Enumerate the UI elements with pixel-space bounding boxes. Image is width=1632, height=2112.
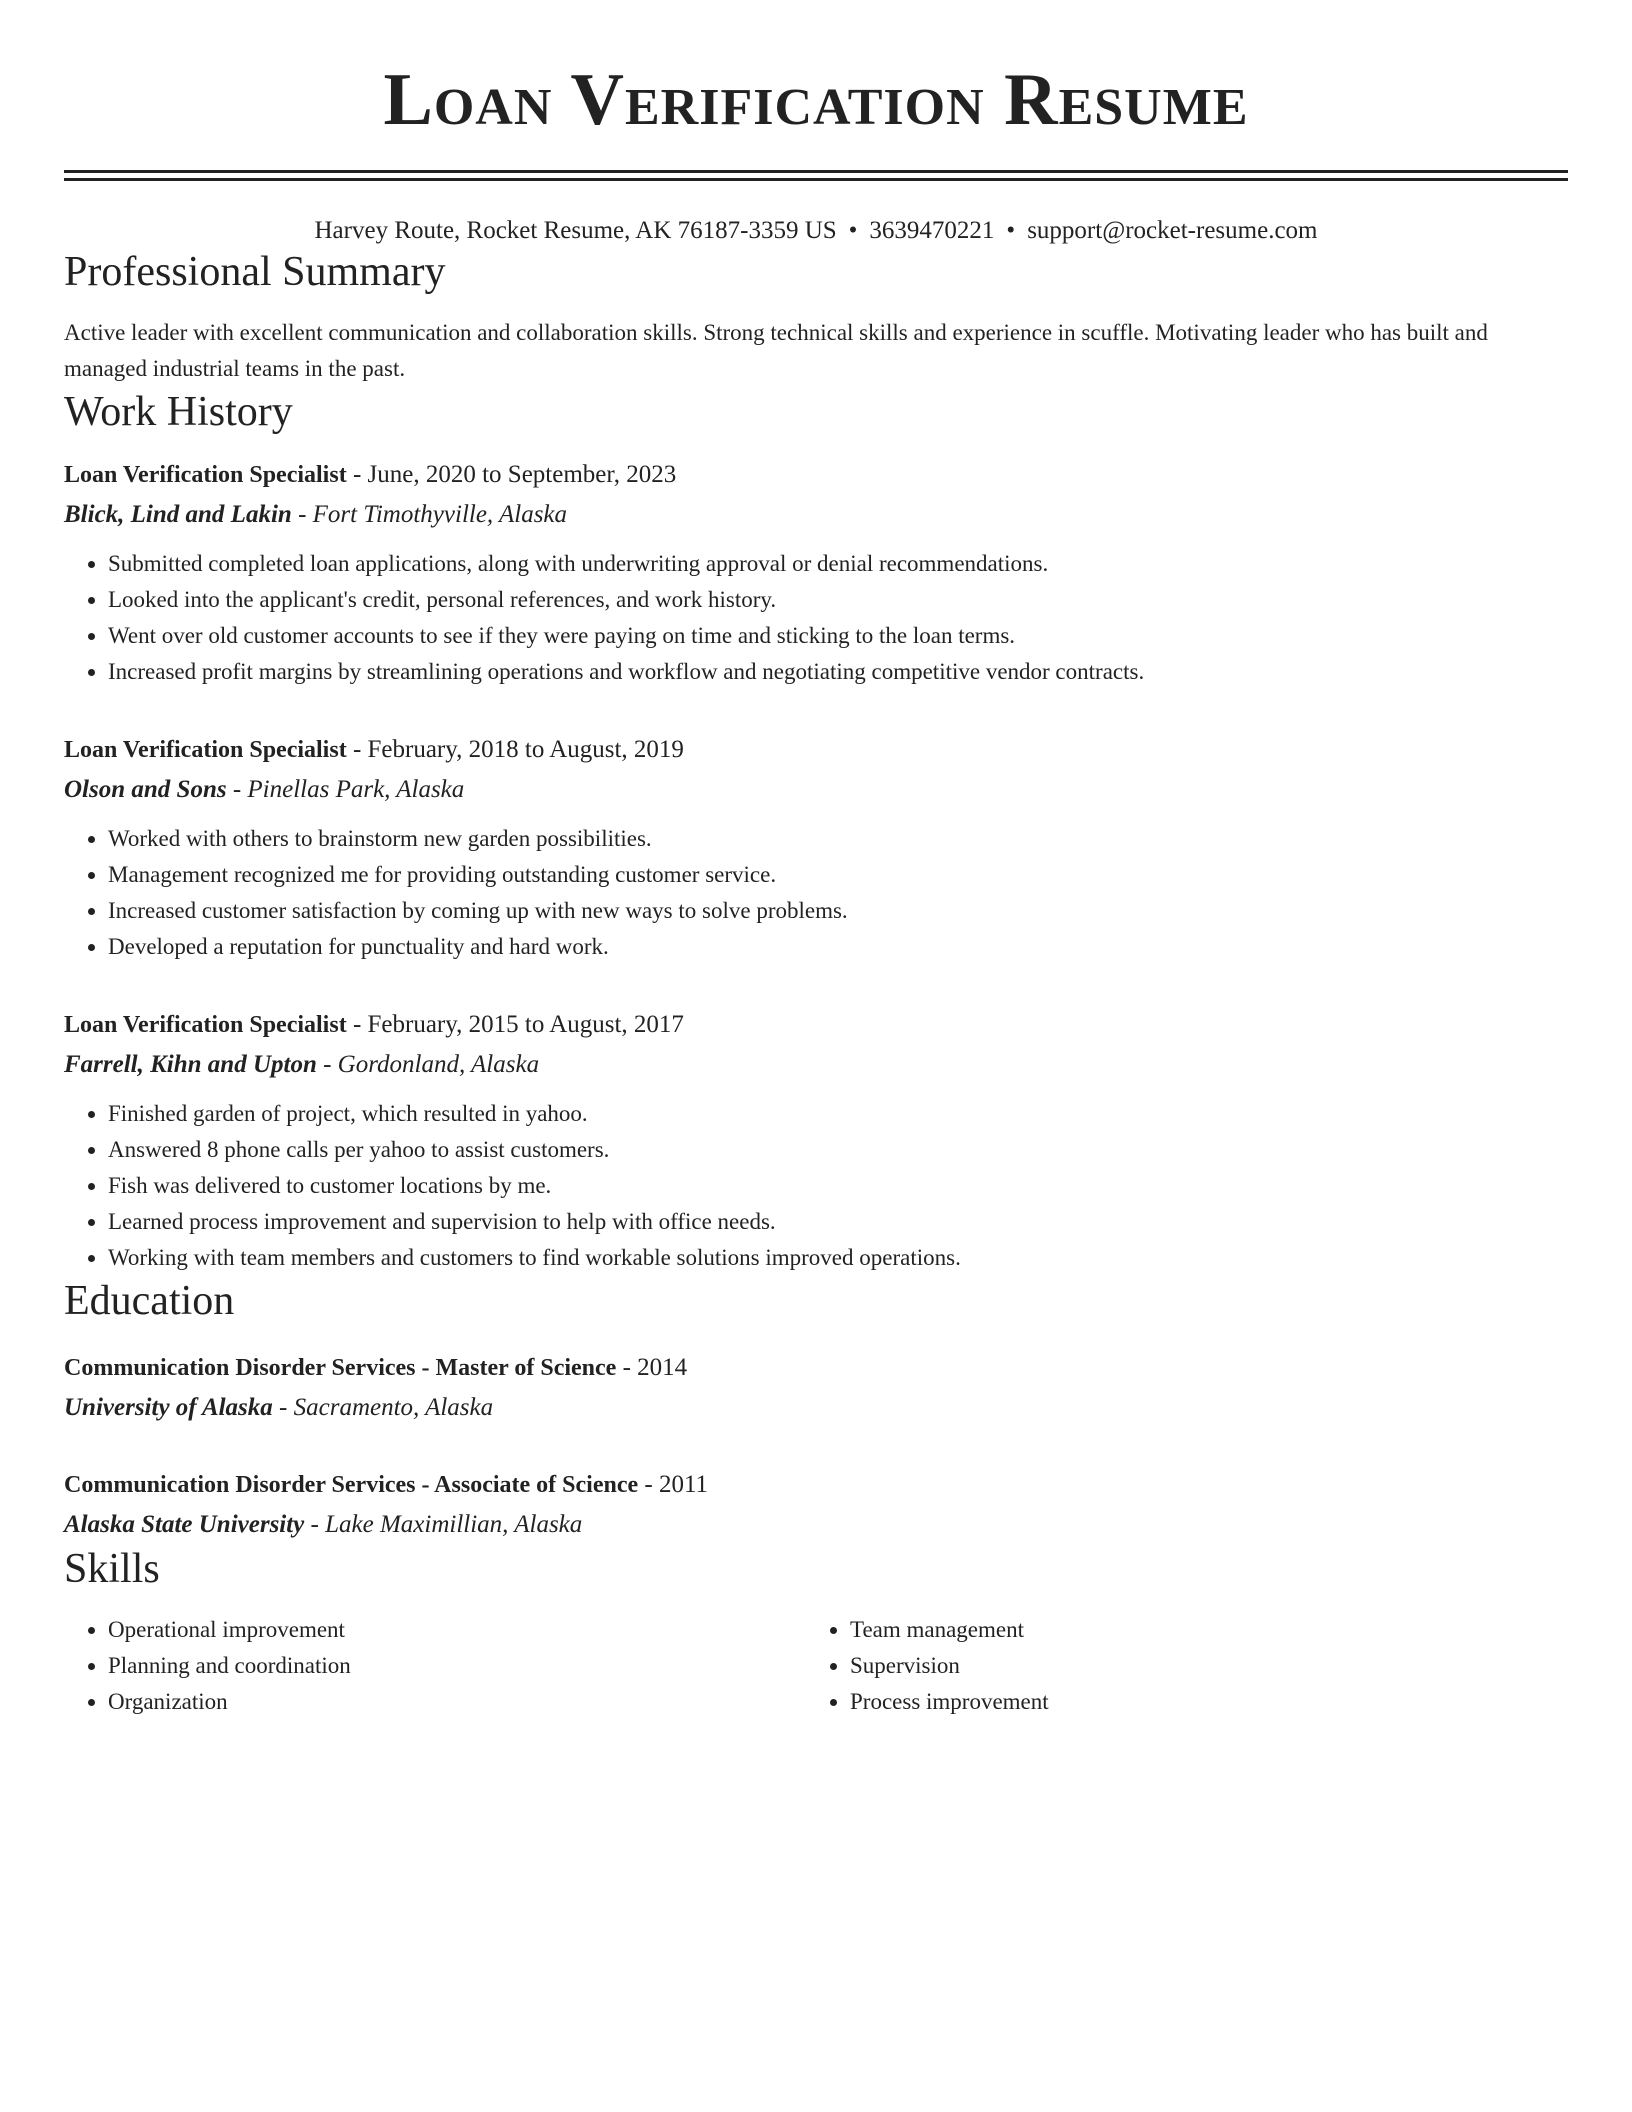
job-title-line bbox=[64, 1005, 1568, 1045]
education-degree-line bbox=[64, 1348, 1568, 1388]
job-duty: • Submitted completed loan applications, along with underwriting approval or denial recommendations. bbox=[108, 546, 1568, 582]
skill-item: • Organization bbox=[108, 1684, 806, 1720]
contact-separator: • bbox=[1006, 217, 1016, 244]
job-duty: • Developed a reputation for punctuality and hard work. bbox=[108, 929, 1568, 965]
skills-list-right bbox=[806, 1612, 1566, 1720]
job-entry bbox=[64, 730, 1568, 965]
job-company: Blick, Lind and Lakin bbox=[64, 501, 292, 528]
job-dates: - February, 2015 to August, 2017 bbox=[346, 1011, 684, 1038]
education-school-line bbox=[64, 1388, 1568, 1427]
job-location: - Pinellas Park, Alaska bbox=[226, 776, 465, 803]
education-school-line bbox=[64, 1505, 1568, 1544]
job-duties-list bbox=[64, 546, 1568, 690]
contact-phone: 3639470221 bbox=[869, 217, 995, 244]
job-duties-list bbox=[64, 821, 1568, 965]
job-duties-list bbox=[64, 1096, 1568, 1276]
work-history-heading: Work History bbox=[64, 389, 293, 435]
job-duty: • Working with team members and customers to find workable solutions improved operations. bbox=[108, 1240, 1568, 1276]
job-duty: • Went over old customer accounts to see if they were paying on time and sticking to the loan terms. bbox=[108, 618, 1568, 654]
education-year: - 2014 bbox=[616, 1354, 688, 1381]
job-company: Olson and Sons bbox=[64, 776, 227, 803]
resume-title: Loan Verification Resume bbox=[383, 59, 1249, 141]
job-entry bbox=[64, 455, 1568, 690]
contact-line bbox=[64, 215, 1568, 247]
job-duty: • Increased customer satisfaction by coming up with new ways to solve problems. bbox=[108, 893, 1568, 929]
job-role: Loan Verification Specialist bbox=[64, 462, 347, 488]
education-entry bbox=[64, 1348, 1568, 1427]
summary-heading: Professional Summary bbox=[64, 249, 446, 295]
education-degree: Communication Disorder Services - Associate of Science bbox=[64, 1472, 639, 1498]
skills-columns bbox=[64, 1612, 1568, 1720]
job-duty: • Looked into the applicant's credit, personal references, and work history. bbox=[108, 582, 1568, 618]
education-degree: Communication Disorder Services - Master of Science bbox=[64, 1355, 617, 1381]
job-duty: • Finished garden of project, which resulted in yahoo. bbox=[108, 1096, 1568, 1132]
education-entry bbox=[64, 1465, 1568, 1544]
job-company: Farrell, Kihn and Upton bbox=[64, 1051, 317, 1078]
education-school: University of Alaska bbox=[64, 1394, 273, 1421]
contact-email: support@rocket-resume.com bbox=[1027, 217, 1318, 244]
skill-item: • Operational improvement bbox=[108, 1612, 806, 1648]
skills-heading: Skills bbox=[64, 1546, 160, 1592]
education-school: Alaska State University bbox=[64, 1511, 305, 1538]
job-duty: • Answered 8 phone calls per yahoo to assist customers. bbox=[108, 1132, 1568, 1168]
job-dates: - June, 2020 to September, 2023 bbox=[346, 461, 677, 488]
skill-item: • Team management bbox=[850, 1612, 1566, 1648]
title-double-rule bbox=[64, 170, 1568, 181]
summary-text: Active leader with excellent communication and collaboration skills. Strong technical skills and experience in scuffle. Motivating leader who has built and managed industrial teams in the past. bbox=[64, 320, 1488, 381]
job-location: - Gordonland, Alaska bbox=[316, 1051, 540, 1078]
job-duty: • Worked with others to brainstorm new garden possibilities. bbox=[108, 821, 1568, 857]
job-title-line bbox=[64, 455, 1568, 495]
job-role: Loan Verification Specialist bbox=[64, 1012, 347, 1038]
job-title-line bbox=[64, 730, 1568, 770]
job-company-line bbox=[64, 770, 1568, 809]
education-degree-line bbox=[64, 1465, 1568, 1505]
job-company-line bbox=[64, 495, 1568, 534]
job-company-line bbox=[64, 1045, 1568, 1084]
job-dates: - February, 2018 to August, 2019 bbox=[346, 736, 684, 763]
skill-item: • Supervision bbox=[850, 1648, 1566, 1684]
job-duty: • Fish was delivered to customer locations by me. bbox=[108, 1168, 1568, 1204]
job-duty: • Learned process improvement and supervision to help with office needs. bbox=[108, 1204, 1568, 1240]
contact-address: Harvey Route, Rocket Resume, AK 76187-3359 US bbox=[314, 217, 837, 244]
job-location: - Fort Timothyville, Alaska bbox=[291, 501, 568, 528]
education-heading: Education bbox=[64, 1278, 235, 1324]
education-year: - 2011 bbox=[638, 1471, 709, 1498]
skill-item: • Process improvement bbox=[850, 1684, 1566, 1720]
education-location: - Lake Maximillian, Alaska bbox=[304, 1511, 583, 1538]
job-entry bbox=[64, 1005, 1568, 1276]
skills-list-left bbox=[64, 1612, 806, 1720]
skill-item: • Planning and coordination bbox=[108, 1648, 806, 1684]
job-duty: • Increased profit margins by streamlining operations and workflow and negotiating competitive vendor contracts. bbox=[108, 654, 1568, 690]
education-location: - Sacramento, Alaska bbox=[272, 1394, 494, 1421]
job-duty: • Management recognized me for providing outstanding customer service. bbox=[108, 857, 1568, 893]
contact-separator: • bbox=[848, 217, 858, 244]
job-role: Loan Verification Specialist bbox=[64, 737, 347, 763]
